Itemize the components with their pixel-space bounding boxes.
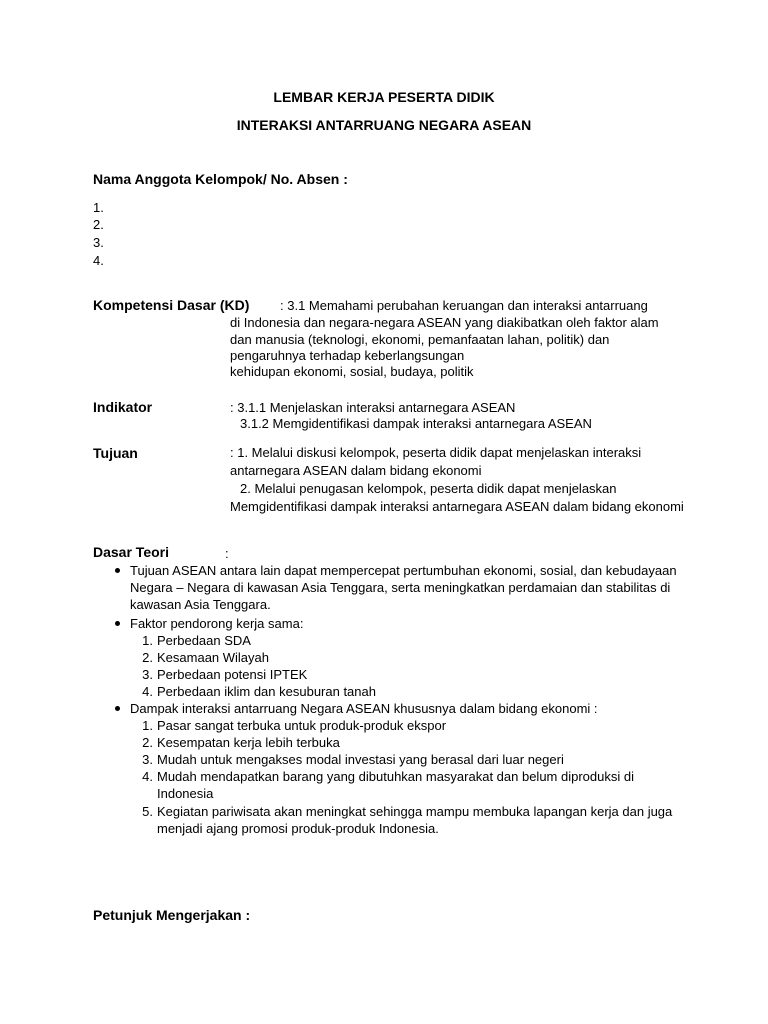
item-text: Pasar sangat terbuka untuk produk-produk ekspor — [157, 718, 447, 733]
list-item-continuation: kawasan Asia Tenggara. — [130, 597, 271, 612]
member-line: 4. — [93, 253, 104, 268]
list-item — [142, 683, 376, 700]
item-text: Kesamaan Wilayah — [157, 650, 269, 665]
list-item: Dampak interaksi antarruang Negara ASEAN khususnya dalam bidang ekonomi : — [130, 701, 598, 716]
tujuan-line: : 1. Melalui diskusi kelompok, peserta didik dapat menjelaskan interaksi — [230, 445, 642, 460]
list-item: Faktor pendorong kerja sama: — [130, 616, 304, 631]
list-item — [142, 649, 376, 666]
item-number: 1. — [142, 718, 153, 733]
list-item — [142, 717, 672, 734]
indikator-line: 3.1.2 Memgidentifikasi dampak interaksi antarnegara ASEAN — [240, 416, 592, 431]
item-number: 1. — [142, 633, 153, 648]
members-label: Nama Anggota Kelompok/ No. Absen : — [93, 171, 348, 187]
list-item — [142, 666, 376, 683]
item-number: 3. — [142, 752, 153, 767]
member-line: 3. — [93, 235, 104, 250]
member-line: 2. — [93, 217, 104, 232]
item-text: Perbedaan potensi IPTEK — [157, 667, 308, 682]
list-item-continuation: Negara – Negara di kawasan Asia Tenggara, serta meningkatkan perdamaian dan stabilitas di — [130, 580, 671, 595]
item-number: 2. — [142, 735, 153, 750]
kd-text-line: pengaruhnya terhadap keberlangsungan — [230, 348, 465, 363]
item-number: 2. — [142, 650, 153, 665]
item-text: Kegiatan pariwisata akan meningkat sehingga mampu membuka lapangan kerja dan juga — [157, 804, 673, 819]
list-item: Tujuan ASEAN antara lain dapat mempercepat pertumbuhan ekonomi, sosial, dan kebudayaan — [130, 563, 677, 578]
impact-list — [142, 717, 673, 837]
member-line: 1. — [93, 200, 104, 215]
list-item — [142, 803, 673, 820]
item-text: Mudah untuk mengakses modal investasi yang berasal dari luar negeri — [157, 752, 564, 767]
item-number: 5. — [142, 804, 153, 819]
item-number: 4. — [142, 769, 153, 784]
page-title: LEMBAR KERJA PESERTA DIDIK — [273, 89, 495, 105]
theory-bullet-list — [130, 615, 303, 632]
kd-text-line: : 3.1 Memahami perubahan keruangan dan interaksi antarruang — [280, 298, 648, 313]
list-item — [142, 768, 672, 785]
page-subtitle: INTERAKSI ANTARRUANG NEGARA ASEAN — [236, 117, 532, 133]
theory-bullet-list — [130, 562, 677, 613]
item-number: 4. — [142, 684, 153, 699]
tujuan-line: Memgidentifikasi dampak interaksi antarnegara ASEAN dalam bidang ekonomi — [230, 499, 684, 514]
kd-text-line: dan manusia (teknologi, ekonomi, pemanfaatan lahan, politik) dan — [230, 332, 610, 347]
tujuan-label: Tujuan — [93, 445, 138, 461]
dasar-teori-label: Dasar Teori — [93, 544, 169, 560]
list-item — [142, 632, 376, 649]
list-item — [142, 751, 672, 768]
kd-text-line: di Indonesia dan negara-negara ASEAN yang diakibatkan oleh faktor alam — [230, 315, 659, 330]
item-text: Kesempatan kerja lebih terbuka — [157, 735, 340, 750]
kd-label: Kompetensi Dasar (KD) — [93, 297, 250, 313]
kd-text-line: kehidupan ekonomi, sosial, budaya, politik — [230, 364, 474, 379]
list-item — [142, 734, 672, 751]
petunjuk-label: Petunjuk Mengerjakan : — [93, 907, 251, 923]
item-text: Mudah mendapatkan barang yang dibutuhkan masyarakat dan belum diproduksi di — [157, 769, 634, 784]
factor-list — [142, 632, 376, 700]
dasar-teori-colon: : — [225, 546, 229, 561]
list-item-continuation: menjadi ajang promosi produk-produk Indonesia. — [157, 821, 439, 836]
indikator-label: Indikator — [93, 399, 153, 415]
tujuan-line: antarnegara ASEAN dalam bidang ekonomi — [230, 463, 482, 478]
item-number: 3. — [142, 667, 153, 682]
indikator-line: : 3.1.1 Menjelaskan interaksi antarnegara ASEAN — [230, 400, 516, 415]
theory-bullet-list — [130, 700, 598, 717]
tujuan-line: 2. Melalui penugasan kelompok, peserta didik dapat menjelaskan — [240, 481, 617, 496]
item-text: Perbedaan iklim dan kesuburan tanah — [157, 684, 376, 699]
item-text: Perbedaan SDA — [157, 633, 251, 648]
list-item-continuation: Indonesia — [157, 786, 214, 801]
